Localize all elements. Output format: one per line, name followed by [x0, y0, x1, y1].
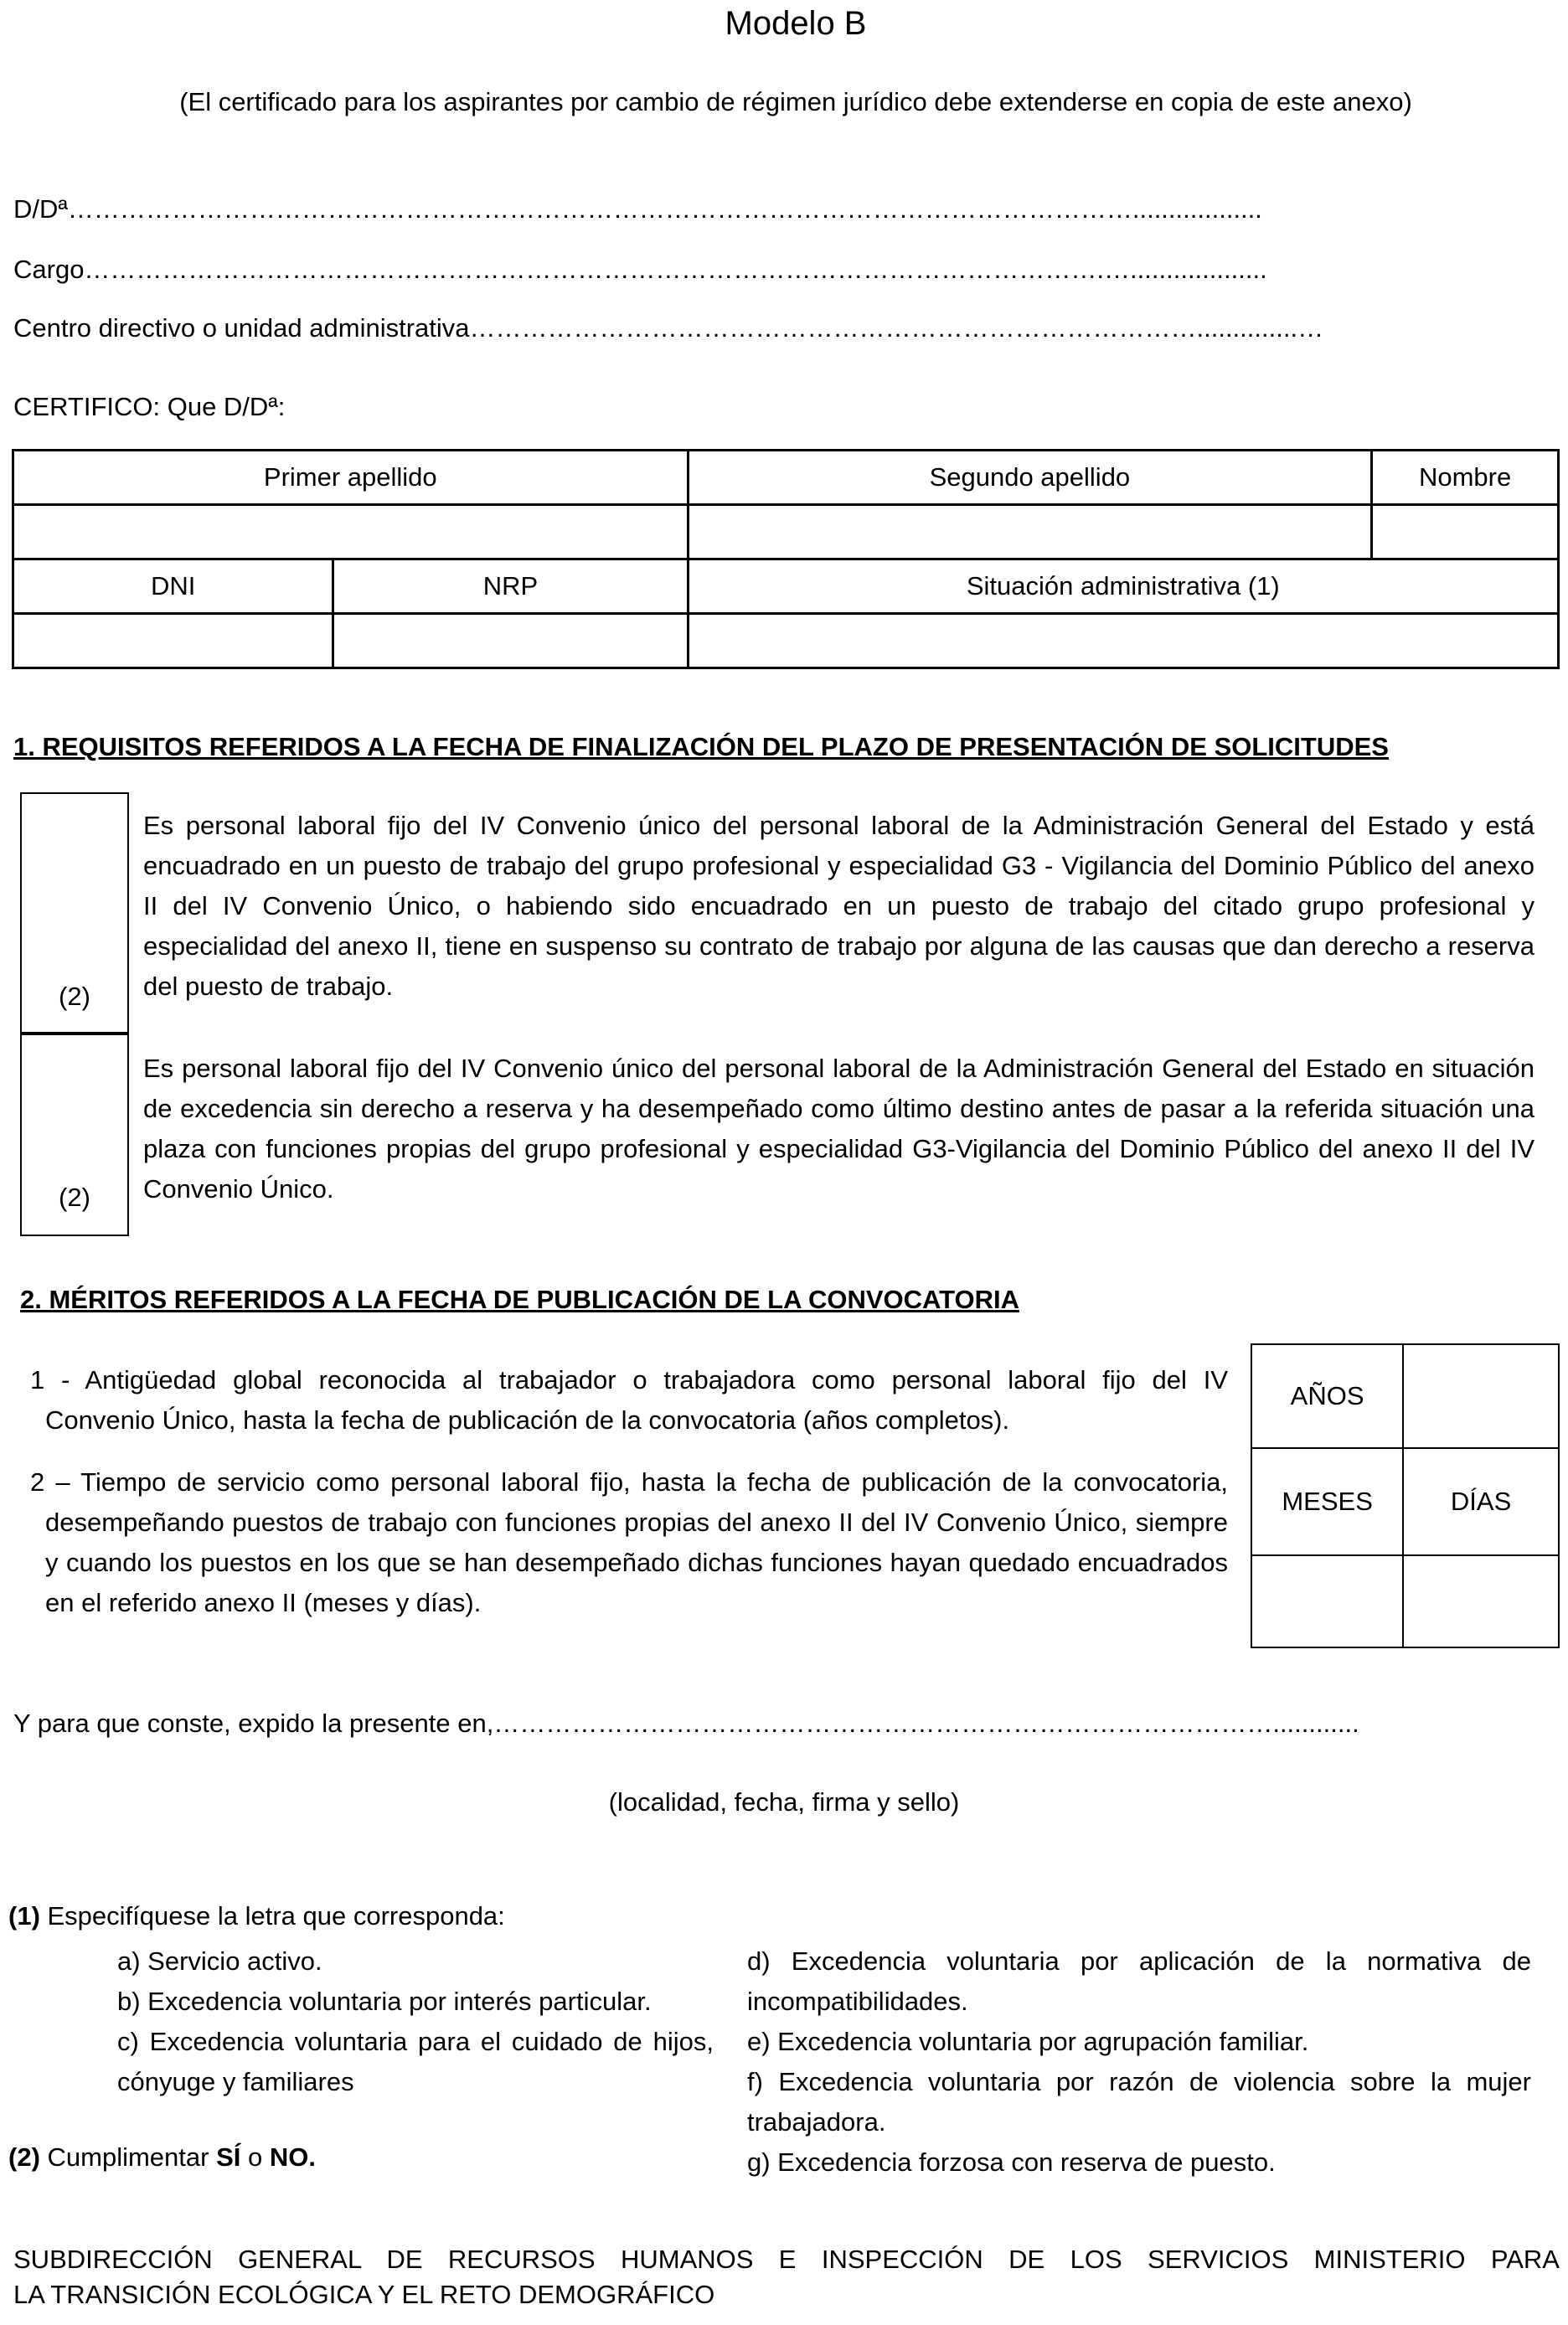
header-situacion: Situación administrativa (1) [688, 559, 1558, 614]
merit-1-rest: Convenio Único, hasta la fecha de publicación de la convocatoria (años completos). [45, 1405, 1010, 1435]
note-2-text: Cumplimentar [39, 2142, 217, 2172]
dd-field-line[interactable]: D/Dª…………………………………………………………………………………………………………….................. [13, 194, 1262, 224]
centro-field-line[interactable]: Centro directivo o unidad administrativa…………………………………………………………………………..............… [13, 313, 1324, 343]
note-1-text: Especifíquese la letra que corresponda: [39, 1901, 505, 1931]
firma-caption: (localidad, fecha, firma y sello) [608, 1787, 960, 1817]
note-option-b: b) Excedencia voluntaria por interés particular. [117, 1987, 652, 2016]
note-option-g: g) Excedencia forzosa con reserva de puesto. [747, 2147, 1276, 2177]
cargo-field-line[interactable]: Cargo……………………………………………………………………………………………………….…................... [13, 255, 1267, 284]
header-nombre: Nombre [1372, 451, 1559, 505]
certifico-label: CERTIFICO: Que D/Dª: [13, 392, 286, 421]
header-primer-apellido: Primer apellido [13, 451, 689, 505]
notes-left-column [117, 1941, 714, 2102]
note-2-si: SÍ [216, 2142, 241, 2172]
merit-2-rest: desempeñando puestos de trabajo con funciones propias del anexo II del IV Convenio Único, siempre y cuando los puestos en los que se han desempeñado dichas funciones hayan quedado encuadrados en el referido anexo II (meses y días). [45, 1508, 1228, 1617]
expido-field-line[interactable]: Y para que conste, expido la presente en,………………………………………………………………………………............ [13, 1709, 1359, 1738]
dias-input[interactable] [1403, 1555, 1559, 1647]
anos-input[interactable] [1403, 1344, 1559, 1448]
input-situacion[interactable] [688, 614, 1558, 668]
notes-right-column [747, 1941, 1531, 2183]
note-2-o: o [240, 2142, 270, 2172]
note-2-mark: (2) [8, 2142, 40, 2172]
header-dni: DNI [13, 559, 333, 614]
page-subtitle: (El certificado para los aspirantes por cambio de régimen jurídico debe extenderse en copia de este anexo) [179, 87, 1412, 116]
requirement-checkbox-1[interactable] [20, 792, 129, 1035]
header-nrp: NRP [333, 559, 688, 614]
requirement-mark-1: (2) [59, 982, 90, 1011]
header-segundo-apellido: Segundo apellido [688, 451, 1372, 505]
meses-input[interactable] [1251, 1555, 1403, 1647]
note-option-e: e) Excedencia voluntaria por agrupación familiar. [747, 2027, 1309, 2056]
section2-heading: 2. MÉRITOS REFERIDOS A LA FECHA DE PUBLICACIÓN DE LA CONVOCATORIA [20, 1285, 1019, 1314]
merit-2 [30, 1462, 1228, 1623]
meses-label: MESES [1251, 1448, 1403, 1555]
input-dni[interactable] [13, 614, 333, 668]
note-2 [8, 2142, 316, 2173]
footer-line-1: SUBDIRECCIÓN GENERAL DE RECURSOS HUMANOS E INSPECCIÓN DE LOS SERVICIOS MINISTERIO PARA [13, 2245, 1560, 2274]
input-segundo-apellido[interactable] [688, 505, 1372, 559]
note-1-heading [8, 1901, 505, 1931]
merit-1 [30, 1360, 1228, 1441]
input-nombre[interactable] [1372, 505, 1559, 559]
requirement-text-1: Es personal laboral fijo del IV Convenio único del personal laboral de la Administración General del Estado y está encuadrado en un puesto de trabajo del grupo profesional y especialidad G3 - Vigilancia del Dominio Público del anexo II del IV Convenio Único, o habiendo sido encuadrado en un puesto de trabajo del citado grupo profesional y especialidad del anexo II, tiene en suspenso su contrato de trabajo por alguna de las causas que dan derecho a reserva del puesto de trabajo. [143, 811, 1534, 1001]
note-option-d: d) Excedencia voluntaria por aplicación de la normativa de incompatibilidades. [747, 1946, 1531, 2016]
merit-1-first-line: 1 - Antigüedad global reconocida al trabajador o trabajadora como personal laboral fijo del IV [30, 1365, 1228, 1394]
page-title: Modelo B [725, 5, 867, 42]
anos-label: AÑOS [1251, 1344, 1403, 1448]
input-nrp[interactable] [333, 614, 688, 668]
note-option-c: c) Excedencia voluntaria para el cuidado de hijos, cónyuge y familiares [117, 2027, 714, 2096]
dias-label: DÍAS [1403, 1448, 1559, 1555]
merit-2-first-line: 2 – Tiempo de servicio como personal laboral fijo, hasta la fecha de publicación de la convocatoria, [30, 1467, 1228, 1497]
section1-heading: 1. REQUISITOS REFERIDOS A LA FECHA DE FINALIZACIÓN DEL PLAZO DE PRESENTACIÓN DE SOLICITUDES [13, 732, 1389, 761]
footer-line-2: LA TRANSICIÓN ECOLÓGICA Y EL RETO DEMOGRÁFICO [13, 2280, 715, 2309]
note-option-f: f) Excedencia voluntaria por razón de violencia sobre la mujer trabajadora. [747, 2067, 1531, 2137]
input-primer-apellido[interactable] [13, 505, 689, 559]
requirement-text-2: Es personal laboral fijo del IV Convenio único del personal laboral de la Administración General del Estado en situación de excedencia sin derecho a reserva y ha desempeñado como último destino antes de pasar a la referida situación una plaza con funciones propias del grupo profesional y especialidad G3-Vigilancia del Dominio Público del anexo II del IV Convenio Único. [143, 1054, 1534, 1204]
note-2-no: NO. [269, 2142, 316, 2172]
merits-values-table [1251, 1343, 1560, 1648]
requirement-mark-2: (2) [59, 1183, 90, 1212]
requirement-checkbox-2[interactable] [20, 1032, 129, 1236]
person-data-table [12, 449, 1560, 669]
note-option-a: a) Servicio activo. [117, 1946, 322, 1976]
note-1-mark: (1) [8, 1901, 40, 1931]
